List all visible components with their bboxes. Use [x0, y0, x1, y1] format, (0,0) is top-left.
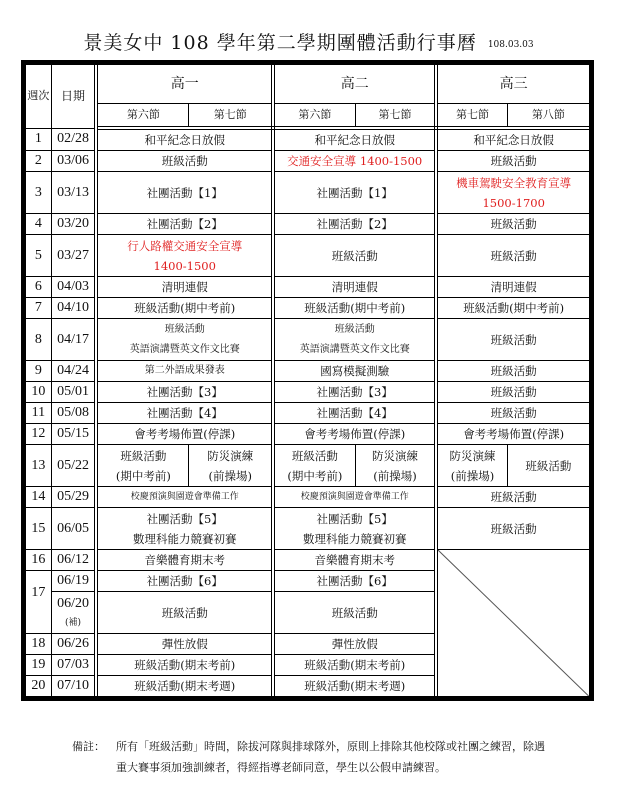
date-cell: 04/03 — [51, 277, 96, 298]
date-cell: 05/01 — [51, 382, 96, 403]
date-cell: 04/17 — [51, 319, 96, 361]
table-row — [24, 319, 592, 361]
grade2-cell: 社團活動【6】 — [273, 571, 436, 592]
date-cell: 05/29 — [51, 487, 96, 508]
grade3-cell: 班級活動 — [436, 151, 591, 172]
grade2-cell: 班級活動 — [273, 592, 436, 634]
grade3-cell: 會考考場佈置(停課) — [436, 424, 591, 445]
header-period: 第七節 — [189, 104, 273, 129]
grade3-period-a-cell: 防災演練 (前操場) — [436, 445, 507, 487]
week-cell: 12 — [24, 424, 52, 445]
grade2-cell: 清明連假 — [273, 277, 436, 298]
week-cell: 14 — [24, 487, 52, 508]
grade3-cell: 清明連假 — [436, 277, 591, 298]
date-cell: 03/27 — [51, 235, 96, 277]
grade2-cell-highlight: 交通安全宣導 1400-1500 — [273, 151, 436, 172]
title-date: 108.03.03 — [487, 39, 534, 50]
grade1-cell-highlight: 行人路權交通安全宣導 1400-1500 — [96, 235, 273, 277]
grade1-cell: 和平紀念日放假 — [96, 128, 273, 151]
table-row — [24, 445, 592, 487]
title-text: 景美女中 108 學年第二學期團體活動行事曆 — [83, 32, 477, 54]
table-row — [24, 172, 592, 214]
grade2-cell: 音樂體育期末考 — [273, 550, 436, 571]
header-period: 第八節 — [507, 104, 591, 129]
table-row — [24, 151, 592, 172]
grade3-cell: 和平紀念日放假 — [436, 128, 591, 151]
grade1-cell: 班級活動 — [96, 592, 273, 634]
grade2-cell: 社團活動【4】 — [273, 403, 436, 424]
date-cell: 06/19 — [51, 571, 96, 592]
header-grade-1: 高一 — [96, 63, 273, 104]
grade2-period-b-cell: 防災演練 (前操場) — [355, 445, 436, 487]
week-cell: 8 — [24, 319, 52, 361]
header-date: 日期 — [51, 63, 96, 129]
grade2-cell: 社團活動【1】 — [273, 172, 436, 214]
grade3-cell: 班級活動 — [436, 508, 591, 550]
footnote-label: 備註： — [72, 740, 105, 753]
grade3-period-b-cell: 班級活動 — [507, 445, 591, 487]
date-cell: 07/03 — [51, 655, 96, 676]
grade3-cell: 班級活動 — [436, 382, 591, 403]
header-period: 第六節 — [96, 104, 188, 129]
grade2-cell: 彈性放假 — [273, 634, 436, 655]
table-row — [24, 214, 592, 235]
schedule-table-wrapper — [21, 60, 594, 701]
grade1-cell: 社團活動【3】 — [96, 382, 273, 403]
grade1-cell: 班級活動(期末考週) — [96, 676, 273, 699]
week-cell: 1 — [24, 128, 52, 151]
grade2-cell: 班級活動(期末考前) — [273, 655, 436, 676]
week-cell: 15 — [24, 508, 52, 550]
date-cell: 05/08 — [51, 403, 96, 424]
date-cell: 05/22 — [51, 445, 96, 487]
document-title — [0, 28, 617, 55]
table-row — [24, 382, 592, 403]
grade1-cell: 校慶預演與園遊會準備工作 — [96, 487, 273, 508]
diagonal-line-icon — [438, 550, 589, 696]
grade1-cell: 社團活動【5】 數理科能力競賽初賽 — [96, 508, 273, 550]
week-cell: 9 — [24, 361, 52, 382]
grade2-cell: 校慶預演與園遊會準備工作 — [273, 487, 436, 508]
week-cell: 2 — [24, 151, 52, 172]
header-period: 第六節 — [273, 104, 355, 129]
table-row — [24, 277, 592, 298]
week-cell: 4 — [24, 214, 52, 235]
table-row — [24, 235, 592, 277]
grade1-period-a-cell: 班級活動 (期中考前) — [96, 445, 188, 487]
date-cell: 03/20 — [51, 214, 96, 235]
week-cell: 19 — [24, 655, 52, 676]
grade1-cell: 班級活動 — [96, 151, 273, 172]
date-cell: 06/26 — [51, 634, 96, 655]
grade2-cell: 班級活動(期中考前) — [273, 298, 436, 319]
grade1-cell: 第二外語成果發表 — [96, 361, 273, 382]
grade3-cell: 班級活動 — [436, 403, 591, 424]
grade1-cell: 社團活動【4】 — [96, 403, 273, 424]
grade2-period-a-cell: 班級活動 (期中考前) — [273, 445, 355, 487]
grade1-period-b-cell: 防災演練 (前操場) — [189, 445, 273, 487]
date-cell: 07/10 — [51, 676, 96, 699]
table-row — [24, 424, 592, 445]
grade3-cell-highlight: 機車駕駛安全教育宣導 1500-1700 — [436, 172, 591, 214]
grade2-cell: 班級活動 英語演講暨英文作文比賽 — [273, 319, 436, 361]
date-cell: 02/28 — [51, 128, 96, 151]
footnote — [72, 736, 552, 778]
grade1-cell: 清明連假 — [96, 277, 273, 298]
date-cell: 03/06 — [51, 151, 96, 172]
makeup-day-note: (補) — [65, 617, 82, 628]
grade3-cell: 班級活動 — [436, 319, 591, 361]
week-cell: 10 — [24, 382, 52, 403]
grade1-cell: 彈性放假 — [96, 634, 273, 655]
grade2-cell: 國寫模擬測驗 — [273, 361, 436, 382]
date-cell: 06/12 — [51, 550, 96, 571]
week-cell: 18 — [24, 634, 52, 655]
grade2-cell: 班級活動(期末考週) — [273, 676, 436, 699]
grade1-cell: 社團活動【2】 — [96, 214, 273, 235]
grade2-cell: 班級活動 — [273, 235, 436, 277]
header-grade-3: 高三 — [436, 63, 591, 104]
grade2-cell: 社團活動【2】 — [273, 214, 436, 235]
grade2-cell: 和平紀念日放假 — [273, 128, 436, 151]
week-cell: 11 — [24, 403, 52, 424]
grade1-cell: 班級活動(期中考前) — [96, 298, 273, 319]
grade1-cell: 班級活動(期末考前) — [96, 655, 273, 676]
grade3-cell: 班級活動 — [436, 214, 591, 235]
week-cell: 17 — [24, 571, 52, 634]
grade2-cell: 會考考場佈置(停課) — [273, 424, 436, 445]
header-row-grades — [24, 63, 592, 104]
week-cell: 20 — [24, 676, 52, 699]
table-row — [24, 361, 592, 382]
week-cell: 7 — [24, 298, 52, 319]
date-cell: 06/20 (補) — [51, 592, 96, 634]
date-cell: 04/24 — [51, 361, 96, 382]
header-week: 週次 — [24, 63, 52, 129]
grade2-cell: 社團活動【5】 數理科能力競賽初賽 — [273, 508, 436, 550]
date-cell: 05/15 — [51, 424, 96, 445]
grade3-cell: 班級活動 — [436, 487, 591, 508]
table-row — [24, 128, 592, 151]
grade3-cell: 班級活動 — [436, 235, 591, 277]
grade3-cell: 班級活動 — [436, 361, 591, 382]
table-row — [24, 403, 592, 424]
date-cell: 04/10 — [51, 298, 96, 319]
header-period: 第七節 — [355, 104, 436, 129]
week-cell: 3 — [24, 172, 52, 214]
footnote-text: 所有「班級活動」時間，除拔河隊與排球隊外，原則上排除其他校隊或社團之練習，除遇重大賽事須加強訓練者，得經指導老師同意，學生以公假申請練習。 — [116, 740, 545, 774]
date-cell: 06/05 — [51, 508, 96, 550]
date-cell: 03/13 — [51, 172, 96, 214]
week-cell: 13 — [24, 445, 52, 487]
grade3-cell: 班級活動(期中考前) — [436, 298, 591, 319]
table-row — [24, 298, 592, 319]
grade1-cell: 社團活動【1】 — [96, 172, 273, 214]
table-row — [24, 550, 592, 571]
grade2-cell: 社團活動【3】 — [273, 382, 436, 403]
header-row-periods — [24, 104, 592, 129]
grade3-empty-diagonal-cell — [436, 550, 591, 699]
grade1-cell: 社團活動【6】 — [96, 571, 273, 592]
grade1-cell: 會考考場佈置(停課) — [96, 424, 273, 445]
table-row — [24, 487, 592, 508]
header-period: 第七節 — [436, 104, 507, 129]
week-cell: 16 — [24, 550, 52, 571]
schedule-table — [21, 60, 594, 701]
header-grade-2: 高二 — [273, 63, 436, 104]
grade1-cell: 音樂體育期末考 — [96, 550, 273, 571]
week-cell: 5 — [24, 235, 52, 277]
week-cell: 6 — [24, 277, 52, 298]
grade1-cell: 班級活動 英語演講暨英文作文比賽 — [96, 319, 273, 361]
table-row — [24, 508, 592, 550]
